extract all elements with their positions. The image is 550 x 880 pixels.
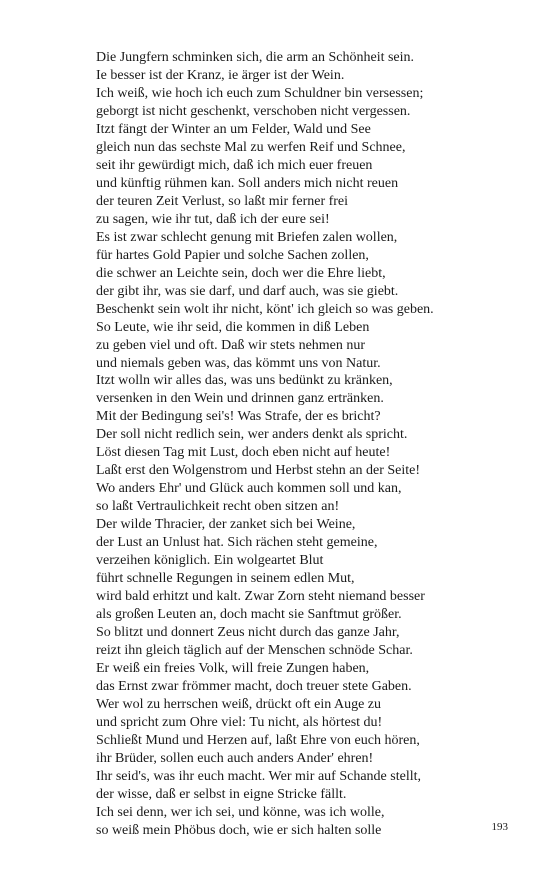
- poem-line: wird bald erhitzt und kalt. Zwar Zorn steht niemand besser: [96, 589, 425, 604]
- poem-line: Ich sei denn, wer ich sei, und könne, was ich wolle,: [96, 805, 385, 820]
- poem-line: So blitzt und donnert Zeus nicht durch das ganze Jahr,: [96, 625, 400, 640]
- poem-line: Ie besser ist der Kranz, ie ärger ist der Wein.: [96, 68, 345, 83]
- poem-line: Es ist zwar schlecht genung mit Briefen zalen wollen,: [96, 230, 398, 245]
- poem-line: das Ernst zwar frömmer macht, doch treuer stete Gaben.: [96, 679, 412, 694]
- poem-line: der Lust an Unlust hat. Sich rächen steht gemeine,: [96, 535, 378, 550]
- poem-line: Die Jungfern schminken sich, die arm an Schönheit sein.: [96, 50, 415, 65]
- poem-line: verzeihen königlich. Ein wolgeartet Blut: [96, 553, 324, 568]
- poem-line: geborgt ist nicht geschenkt, verschoben nicht vergessen.: [96, 104, 411, 119]
- poem-line: gleich nun das sechste Mal zu werfen Reif und Schnee,: [96, 140, 406, 155]
- poem-line: der gibt ihr, was sie darf, und darf auch, was sie giebt.: [96, 284, 399, 299]
- page-number: 193: [491, 821, 508, 833]
- poem-line: Ich weiß, wie hoch ich euch zum Schuldner bin versessen;: [96, 86, 424, 101]
- poem-line: Er weiß ein freies Volk, will freie Zungen haben,: [96, 661, 370, 676]
- poem-line: Der wilde Thracier, der zanket sich bei Weine,: [96, 517, 356, 532]
- poem-line: für hartes Gold Papier und solche Sachen zollen,: [96, 248, 369, 263]
- poem-line: Ihr seid's, was ihr euch macht. Wer mir auf Schande stellt,: [96, 769, 421, 784]
- poem-line: und niemals geben was, das kömmt uns von Natur.: [96, 356, 381, 371]
- poem-line: versenken in den Wein und drinnen ganz ertränken.: [96, 391, 384, 406]
- poem-line: Itzt wolln wir alles das, was uns bedünkt zu kränken,: [96, 373, 393, 388]
- poem-line: der wisse, daß er selbst in eigne Stricke fällt.: [96, 787, 347, 802]
- poem-line: Wer wol zu herrschen weiß, drückt oft ein Auge zu: [96, 697, 381, 712]
- poem-line: und spricht zum Ohre viel: Tu nicht, als hörtest du!: [96, 715, 383, 730]
- poem-line: reizt ihn gleich täglich auf der Menschen schnöde Schar.: [96, 643, 413, 658]
- poem-line: So Leute, wie ihr seid, die kommen in diß Leben: [96, 320, 370, 335]
- poem-line: so laßt Vertraulichkeit recht oben sitzen an!: [96, 499, 340, 514]
- poem-line: so weiß mein Phöbus doch, wie er sich halten solle: [96, 823, 382, 838]
- poem-stanza-1: [96, 49, 516, 373]
- poem-line: seit ihr gewürdigt mich, daß ich mich euer freuen: [96, 158, 373, 173]
- poem-line: Schließt Mund und Herzen auf, laßt Ehre von euch hören,: [96, 733, 420, 748]
- poem-stanza-2: [96, 372, 516, 840]
- poem-line: Itzt fängt der Winter an um Felder, Wald und See: [96, 122, 371, 137]
- poem-line: Löst diesen Tag mit Lust, doch eben nicht auf heute!: [96, 445, 391, 460]
- poem-line: zu sagen, wie ihr tut, daß ich der eure sei!: [96, 212, 330, 227]
- poem-line: der teuren Zeit Verlust, so laßt mir ferner frei: [96, 194, 349, 209]
- poem-line: Beschenkt sein wolt ihr nicht, könt' ich gleich so was geben.: [96, 302, 434, 317]
- poem-line: führt schnelle Regungen in seinem edlen Mut,: [96, 571, 355, 586]
- poem-line: als großen Leuten an, doch macht sie Sanftmut größer.: [96, 607, 402, 622]
- poem-line: Wo anders Ehr' und Glück auch kommen soll und kan,: [96, 481, 402, 496]
- poem-line: die schwer an Leichte sein, doch wer die Ehre liebt,: [96, 266, 386, 281]
- poem-line: zu geben viel und oft. Daß wir stets nehmen nur: [96, 338, 366, 353]
- poem-line: und künftig rühmen kan. Soll anders mich nicht reuen: [96, 176, 399, 191]
- poem-line: Laßt erst den Wolgenstrom und Herbst stehn an der Seite!: [96, 463, 421, 478]
- poem-line: Mit der Bedingung sei's! Was Strafe, der es bricht?: [96, 409, 381, 424]
- poem-line: Der soll nicht redlich sein, wer anders denkt als spricht.: [96, 427, 408, 442]
- poem-line: ihr Brüder, sollen euch auch anders Ander' ehren!: [96, 751, 374, 766]
